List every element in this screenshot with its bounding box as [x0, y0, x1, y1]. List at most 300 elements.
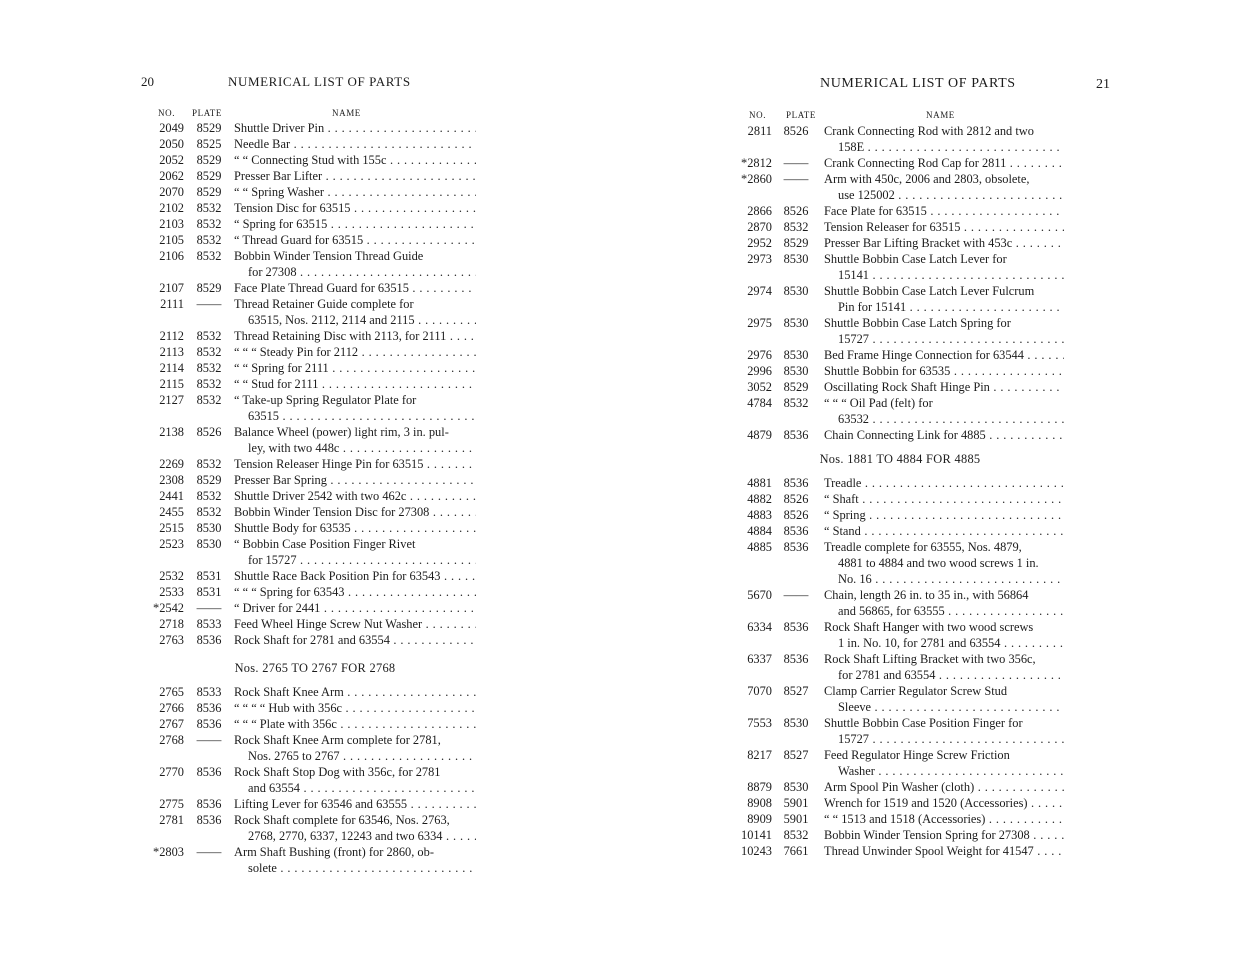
plate-number: 8529 — [783, 236, 809, 250]
part-number: *2803 — [153, 845, 184, 859]
part-name — [234, 504, 476, 520]
part-number: 2781 — [159, 813, 184, 827]
part-number: 2138 — [159, 425, 184, 439]
plate-number: 8527 — [783, 684, 809, 698]
plate-number: 8532 — [196, 489, 222, 503]
part-number: 2112 — [159, 329, 184, 343]
part-number: 2975 — [747, 316, 772, 330]
part-number: 6337 — [747, 652, 772, 666]
part-number: 2718 — [159, 617, 184, 631]
part-number: 2765 — [159, 685, 184, 699]
part-name — [234, 152, 476, 168]
part-number: *2860 — [741, 172, 772, 186]
part-number: 2103 — [159, 217, 184, 231]
plate-number: 8530 — [783, 348, 809, 362]
part-entry — [730, 427, 1070, 443]
part-name — [824, 651, 1064, 683]
plate-number: 8532 — [196, 361, 222, 375]
part-name — [824, 779, 1064, 795]
part-name-line: 63532 . . . — [824, 411, 1064, 427]
column-headers — [733, 110, 1133, 122]
part-name — [234, 764, 476, 796]
parts-group — [150, 684, 480, 876]
part-number: 6334 — [747, 620, 772, 634]
part-name — [824, 827, 1064, 843]
parts-group — [730, 123, 1070, 443]
plate-number: —— — [196, 845, 222, 859]
part-number: 2767 — [159, 717, 184, 731]
part-number: 7070 — [747, 684, 772, 698]
section-subhead: Nos. 1881 TO 4884 FOR 4885 — [819, 452, 981, 466]
part-entry — [150, 248, 480, 280]
part-name — [824, 587, 1064, 619]
part-number: 4879 — [747, 428, 772, 442]
part-number: 2775 — [159, 797, 184, 811]
part-number: 2515 — [159, 521, 184, 535]
part-entry — [730, 251, 1070, 283]
plate-number: 8532 — [196, 249, 222, 263]
plate-number: 8531 — [196, 569, 222, 583]
part-name-line: Lifting Lever for 63546 and 63555 . . . — [234, 796, 476, 812]
part-name — [234, 472, 476, 488]
plate-number: 8536 — [783, 652, 809, 666]
part-name — [824, 539, 1064, 587]
part-entry — [730, 747, 1070, 779]
plate-number: 8532 — [196, 329, 222, 343]
part-name-line: Shuttle Bobbin Case Position Finger for — [824, 716, 1023, 730]
page-number: 20 — [141, 74, 154, 89]
part-name-line: ley, with two 448c . . . — [234, 440, 476, 456]
plate-number: 8536 — [196, 717, 222, 731]
plate-number: 8526 — [783, 492, 809, 506]
plate-number: 8529 — [783, 380, 809, 394]
part-name — [824, 363, 1064, 379]
plate-number: 7661 — [783, 844, 809, 858]
part-name-line: 15141 . . . — [824, 267, 1064, 283]
part-number: 8217 — [747, 748, 772, 762]
column-header-name: NAME — [332, 108, 361, 118]
part-name — [824, 427, 1064, 443]
part-name — [824, 619, 1064, 651]
part-entry — [150, 392, 480, 424]
part-name-line: Bobbin Winder Tension Thread Guide — [234, 249, 424, 263]
part-name — [824, 171, 1064, 203]
plate-number: 8526 — [196, 425, 222, 439]
column-header-no: NO. — [158, 108, 176, 118]
part-number: 2308 — [159, 473, 184, 487]
part-name-line: “ “ “ Plate with 356c . . . — [234, 716, 476, 732]
part-name — [234, 456, 476, 472]
part-name — [234, 424, 476, 456]
part-name — [234, 280, 476, 296]
part-name — [234, 328, 476, 344]
part-entry — [730, 123, 1070, 155]
part-name — [234, 520, 476, 536]
part-name-line: No. 16 . . . — [824, 571, 1064, 587]
part-entry — [730, 155, 1070, 171]
part-name-line: Shuttle Bobbin for 63535 . . . — [824, 363, 1064, 379]
plate-number: 8529 — [196, 281, 222, 295]
part-number: 2050 — [159, 137, 184, 151]
part-entry — [730, 347, 1070, 363]
part-number: 2070 — [159, 185, 184, 199]
column-headers — [150, 108, 490, 120]
part-name — [234, 232, 476, 248]
plate-number: 5901 — [783, 796, 809, 810]
part-number: 3052 — [747, 380, 772, 394]
part-entry — [730, 507, 1070, 523]
part-name — [824, 491, 1064, 507]
part-number: 4883 — [747, 508, 772, 522]
plate-number: —— — [783, 156, 809, 170]
part-name — [824, 123, 1064, 155]
part-entry — [150, 184, 480, 200]
part-name — [824, 683, 1064, 715]
part-name-line: 15727 . . . — [824, 331, 1064, 347]
part-name-line: “ “ Connecting Stud with 155c . . . — [234, 152, 476, 168]
part-number: 2113 — [159, 345, 184, 359]
part-number: 2870 — [747, 220, 772, 234]
plate-number: 8530 — [783, 252, 809, 266]
part-name-line: Rock Shaft for 2781 and 63554 . . . — [234, 632, 476, 648]
part-entry — [150, 844, 480, 876]
part-entry — [150, 168, 480, 184]
part-number: 4784 — [747, 396, 772, 410]
part-entry — [150, 584, 480, 600]
part-name-line: 2768, 2770, 6337, 12243 and two 6334 . . . — [234, 828, 476, 844]
part-name-line: 63515 . . . — [234, 408, 476, 424]
part-number: 2115 — [159, 377, 184, 391]
part-name-line: Shuttle Body for 63535 . . . — [234, 520, 476, 536]
plate-number: 8526 — [783, 508, 809, 522]
part-name — [824, 715, 1064, 747]
part-name-line: “ “ Spring Washer . . . — [234, 184, 476, 200]
page-number: 21 — [1096, 77, 1110, 92]
part-number: 2107 — [159, 281, 184, 295]
part-entry — [150, 732, 480, 764]
part-name-line: Treadle complete for 63555, Nos. 4879, — [824, 540, 1022, 554]
part-name-line: Rock Shaft Stop Dog with 356c, for 2781 — [234, 765, 441, 779]
part-entry — [730, 203, 1070, 219]
part-name — [824, 843, 1064, 859]
part-name-line: Rock Shaft Lifting Bracket with two 356c, — [824, 652, 1036, 666]
parts-list — [150, 120, 480, 876]
part-entry — [730, 491, 1070, 507]
part-name — [824, 155, 1064, 171]
part-number: 2127 — [159, 393, 184, 407]
part-number: 2114 — [159, 361, 184, 375]
column-header-name: NAME — [926, 110, 955, 120]
part-entry — [150, 232, 480, 248]
part-number: 8908 — [747, 796, 772, 810]
plate-number: 8529 — [196, 153, 222, 167]
part-name-line: 4881 to 4884 and two wood screws 1 in. — [838, 556, 1039, 570]
part-entry — [730, 523, 1070, 539]
part-name — [824, 507, 1064, 523]
part-name-line: “ Spring . . . — [824, 507, 1064, 523]
part-name-line: Chain Connecting Link for 4885 . . . — [824, 427, 1064, 443]
part-entry — [150, 200, 480, 216]
part-name — [234, 184, 476, 200]
part-name-line: Shuttle Race Back Position Pin for 63543 . . . — [234, 568, 476, 584]
part-name-line: for 27308 . . . — [234, 264, 476, 280]
running-head: NUMERICAL LIST OF PARTS — [228, 74, 411, 89]
plate-number: 8529 — [196, 473, 222, 487]
plate-number: 8532 — [196, 505, 222, 519]
plate-number: 8530 — [196, 521, 222, 535]
part-name-line: 158E . . . — [824, 139, 1064, 155]
part-entry — [150, 504, 480, 520]
plate-number: 8536 — [783, 524, 809, 538]
part-name — [824, 283, 1064, 315]
part-name-line: Washer . . . — [824, 763, 1064, 779]
plate-number: 8536 — [196, 765, 222, 779]
part-number: 4881 — [747, 476, 772, 490]
part-number: 4885 — [747, 540, 772, 554]
left-page — [0, 0, 520, 954]
part-number: 2049 — [159, 121, 184, 135]
part-number: *2542 — [153, 601, 184, 615]
part-name-line: Rock Shaft complete for 63546, Nos. 2763, — [234, 813, 450, 827]
part-entry — [150, 812, 480, 844]
part-number: 2866 — [747, 204, 772, 218]
plate-number: 8532 — [783, 220, 809, 234]
part-entry — [150, 488, 480, 504]
column-header-no: NO. — [749, 110, 767, 120]
part-name — [824, 523, 1064, 539]
part-name-line: Balance Wheel (power) light rim, 3 in. pul- — [234, 425, 449, 439]
part-name — [234, 632, 476, 648]
plate-number: 8532 — [783, 828, 809, 842]
part-name-line: “ Bobbin Case Position Finger Rivet — [234, 537, 416, 551]
part-name-line: “ “ “ Spring for 63543 . . . — [234, 584, 476, 600]
part-name — [234, 796, 476, 812]
part-name — [824, 219, 1064, 235]
plate-number: 8525 — [196, 137, 222, 151]
part-name-line: Arm Shaft Bushing (front) for 2860, ob- — [234, 845, 434, 859]
part-name-line: solete . . . — [234, 860, 476, 876]
plate-number: 8530 — [783, 716, 809, 730]
part-entry — [150, 424, 480, 456]
part-name-line: “ Stand . . . — [824, 523, 1064, 539]
part-name — [234, 536, 476, 568]
part-number: 10141 — [741, 828, 772, 842]
part-name-line: “ “ “ Steady Pin for 2112 . . . — [234, 344, 476, 360]
part-number: 2062 — [159, 169, 184, 183]
part-name-line: Pin for 15141 . . . — [824, 299, 1064, 315]
part-name-line: Arm Spool Pin Washer (cloth) . . . — [824, 779, 1064, 795]
part-name — [234, 344, 476, 360]
plate-number: 8532 — [196, 393, 222, 407]
part-name — [824, 395, 1064, 427]
part-number: 2763 — [159, 633, 184, 647]
part-name-line: “ “ “ “ Hub with 356c . . . — [234, 700, 476, 716]
part-name — [234, 716, 476, 732]
part-number: 10243 — [741, 844, 772, 858]
part-name-line: Needle Bar . . . — [234, 136, 476, 152]
running-head: NUMERICAL LIST OF PARTS — [820, 76, 1016, 91]
part-name — [824, 379, 1064, 395]
part-name-line: Bobbin Winder Tension Spring for 27308 . . . — [824, 827, 1064, 843]
plate-number: 8526 — [783, 124, 809, 138]
part-entry — [730, 283, 1070, 315]
part-name-line: use 125002 . . . — [824, 187, 1064, 203]
part-name-line: and 63554 . . . — [234, 780, 476, 796]
part-entry — [730, 587, 1070, 619]
part-name — [824, 315, 1064, 347]
part-name-line: Treadle . . . — [824, 475, 1064, 491]
part-number: 2532 — [159, 569, 184, 583]
plate-number: —— — [783, 172, 809, 186]
part-name-line: Tension Releaser for 63515 . . . — [824, 219, 1064, 235]
part-name-line: Wrench for 1519 and 1520 (Accessories) . . . — [824, 795, 1064, 811]
part-name-line: Bobbin Winder Tension Disc for 27308 . . . — [234, 504, 476, 520]
part-name — [234, 392, 476, 424]
part-number: 2973 — [747, 252, 772, 266]
part-name — [234, 200, 476, 216]
part-name — [234, 360, 476, 376]
part-number: 2996 — [747, 364, 772, 378]
part-entry — [150, 716, 480, 732]
part-number: *2812 — [741, 156, 772, 170]
part-name-line: Shuttle Bobbin Case Latch Lever Fulcrum — [824, 284, 1035, 298]
part-name-line: Shuttle Driver Pin . . . — [234, 120, 476, 136]
part-name-line: Rock Shaft Hanger with two wood screws — [824, 620, 1034, 634]
part-entry — [730, 219, 1070, 235]
part-name — [824, 203, 1064, 219]
plate-number: 8529 — [196, 169, 222, 183]
part-entry — [150, 280, 480, 296]
plate-number: 8530 — [196, 537, 222, 551]
plate-number: 8536 — [783, 540, 809, 554]
part-number: 5670 — [747, 588, 772, 602]
parts-list — [730, 123, 1070, 859]
part-name — [234, 168, 476, 184]
plate-number: —— — [196, 297, 222, 311]
part-entry — [150, 764, 480, 796]
part-number: 4882 — [747, 492, 772, 506]
part-name — [824, 475, 1064, 491]
part-name-line: Tension Releaser Hinge Pin for 63515 . . . — [234, 456, 476, 472]
part-name — [234, 700, 476, 716]
plate-number: 8536 — [783, 428, 809, 442]
part-entry — [730, 811, 1070, 827]
plate-number: 8529 — [196, 185, 222, 199]
part-entry — [150, 796, 480, 812]
part-name-line: 15727 . . . — [824, 731, 1064, 747]
part-name — [234, 120, 476, 136]
plate-number: 8536 — [196, 797, 222, 811]
plate-number: 8533 — [196, 685, 222, 699]
plate-number: 8532 — [783, 396, 809, 410]
part-entry — [150, 536, 480, 568]
part-name — [234, 136, 476, 152]
plate-number: 8526 — [783, 204, 809, 218]
part-entry — [150, 328, 480, 344]
part-name — [234, 844, 476, 876]
plate-number: 5901 — [783, 812, 809, 826]
part-entry — [150, 344, 480, 360]
part-name-line: Oscillating Rock Shaft Hinge Pin . . . — [824, 379, 1064, 395]
part-entry — [150, 216, 480, 232]
part-number: 2952 — [747, 236, 772, 250]
part-number: 2974 — [747, 284, 772, 298]
part-name-line: Feed Regulator Hinge Screw Friction — [824, 748, 1010, 762]
plate-number: 8530 — [783, 284, 809, 298]
part-entry — [730, 235, 1070, 251]
part-name — [234, 600, 476, 616]
part-name — [234, 488, 476, 504]
part-entry — [150, 568, 480, 584]
part-name-line: Presser Bar Lifting Bracket with 453c . . . — [824, 235, 1064, 251]
part-number: 2523 — [159, 537, 184, 551]
column-header-plate: PLATE — [786, 110, 816, 120]
plate-number: 8536 — [196, 701, 222, 715]
part-entry — [730, 171, 1070, 203]
part-entry — [150, 700, 480, 716]
part-number: 2105 — [159, 233, 184, 247]
part-entry — [730, 683, 1070, 715]
part-entry — [150, 632, 480, 648]
part-name-line: Sleeve . . . — [824, 699, 1064, 715]
part-name-line: Face Plate for 63515 . . . — [824, 203, 1064, 219]
part-name-line: Shuttle Bobbin Case Latch Lever for — [824, 252, 1007, 266]
part-name-line: “ Take-up Spring Regulator Plate for — [234, 393, 417, 407]
part-name-line: “ “ 1513 and 1518 (Accessories) . . . — [824, 811, 1064, 827]
part-number: 2269 — [159, 457, 184, 471]
part-name-line: Shuttle Bobbin Case Latch Spring for — [824, 316, 1011, 330]
part-name-line: Rock Shaft Knee Arm complete for 2781, — [234, 733, 441, 747]
part-entry — [150, 520, 480, 536]
plate-number: 8536 — [196, 813, 222, 827]
right-page — [640, 0, 1235, 954]
part-name-line: “ Spring for 63515 . . . — [234, 216, 476, 232]
part-name-line: Thread Retainer Guide complete for — [234, 297, 414, 311]
part-name-line: “ Thread Guard for 63515 . . . — [234, 232, 476, 248]
part-name-line: Arm with 450c, 2006 and 2803, obsolete, — [824, 172, 1030, 186]
part-entry — [730, 363, 1070, 379]
part-entry — [730, 315, 1070, 347]
plate-number: 8530 — [783, 316, 809, 330]
part-name — [234, 568, 476, 584]
part-name-line: “ “ Spring for 2111 . . . — [234, 360, 476, 376]
part-entry — [150, 600, 480, 616]
part-entry — [150, 456, 480, 472]
plate-number: 8530 — [783, 364, 809, 378]
part-entry — [150, 360, 480, 376]
part-number: 2976 — [747, 348, 772, 362]
plate-number: 8532 — [196, 377, 222, 391]
part-entry — [730, 827, 1070, 843]
plate-number: 8533 — [196, 617, 222, 631]
part-entry — [150, 472, 480, 488]
part-entry — [730, 843, 1070, 859]
part-number: 2111 — [160, 297, 184, 311]
part-name-line: “ Driver for 2441 . . . — [234, 600, 476, 616]
part-name-line: “ “ Stud for 2111 . . . — [234, 376, 476, 392]
part-number: 2766 — [159, 701, 184, 715]
part-number: 7553 — [747, 716, 772, 730]
part-name-line: “ Shaft . . . — [824, 491, 1064, 507]
part-number: 2811 — [747, 124, 772, 138]
part-entry — [730, 395, 1070, 427]
part-name-line: Thread Unwinder Spool Weight for 41547 . . . — [824, 843, 1064, 859]
part-name-line: Face Plate Thread Guard for 63515 . . . — [234, 280, 476, 296]
part-entry — [150, 684, 480, 700]
part-number: 2441 — [159, 489, 184, 503]
plate-number: 8532 — [196, 217, 222, 231]
part-name-line: for 15727 . . . — [234, 552, 476, 568]
